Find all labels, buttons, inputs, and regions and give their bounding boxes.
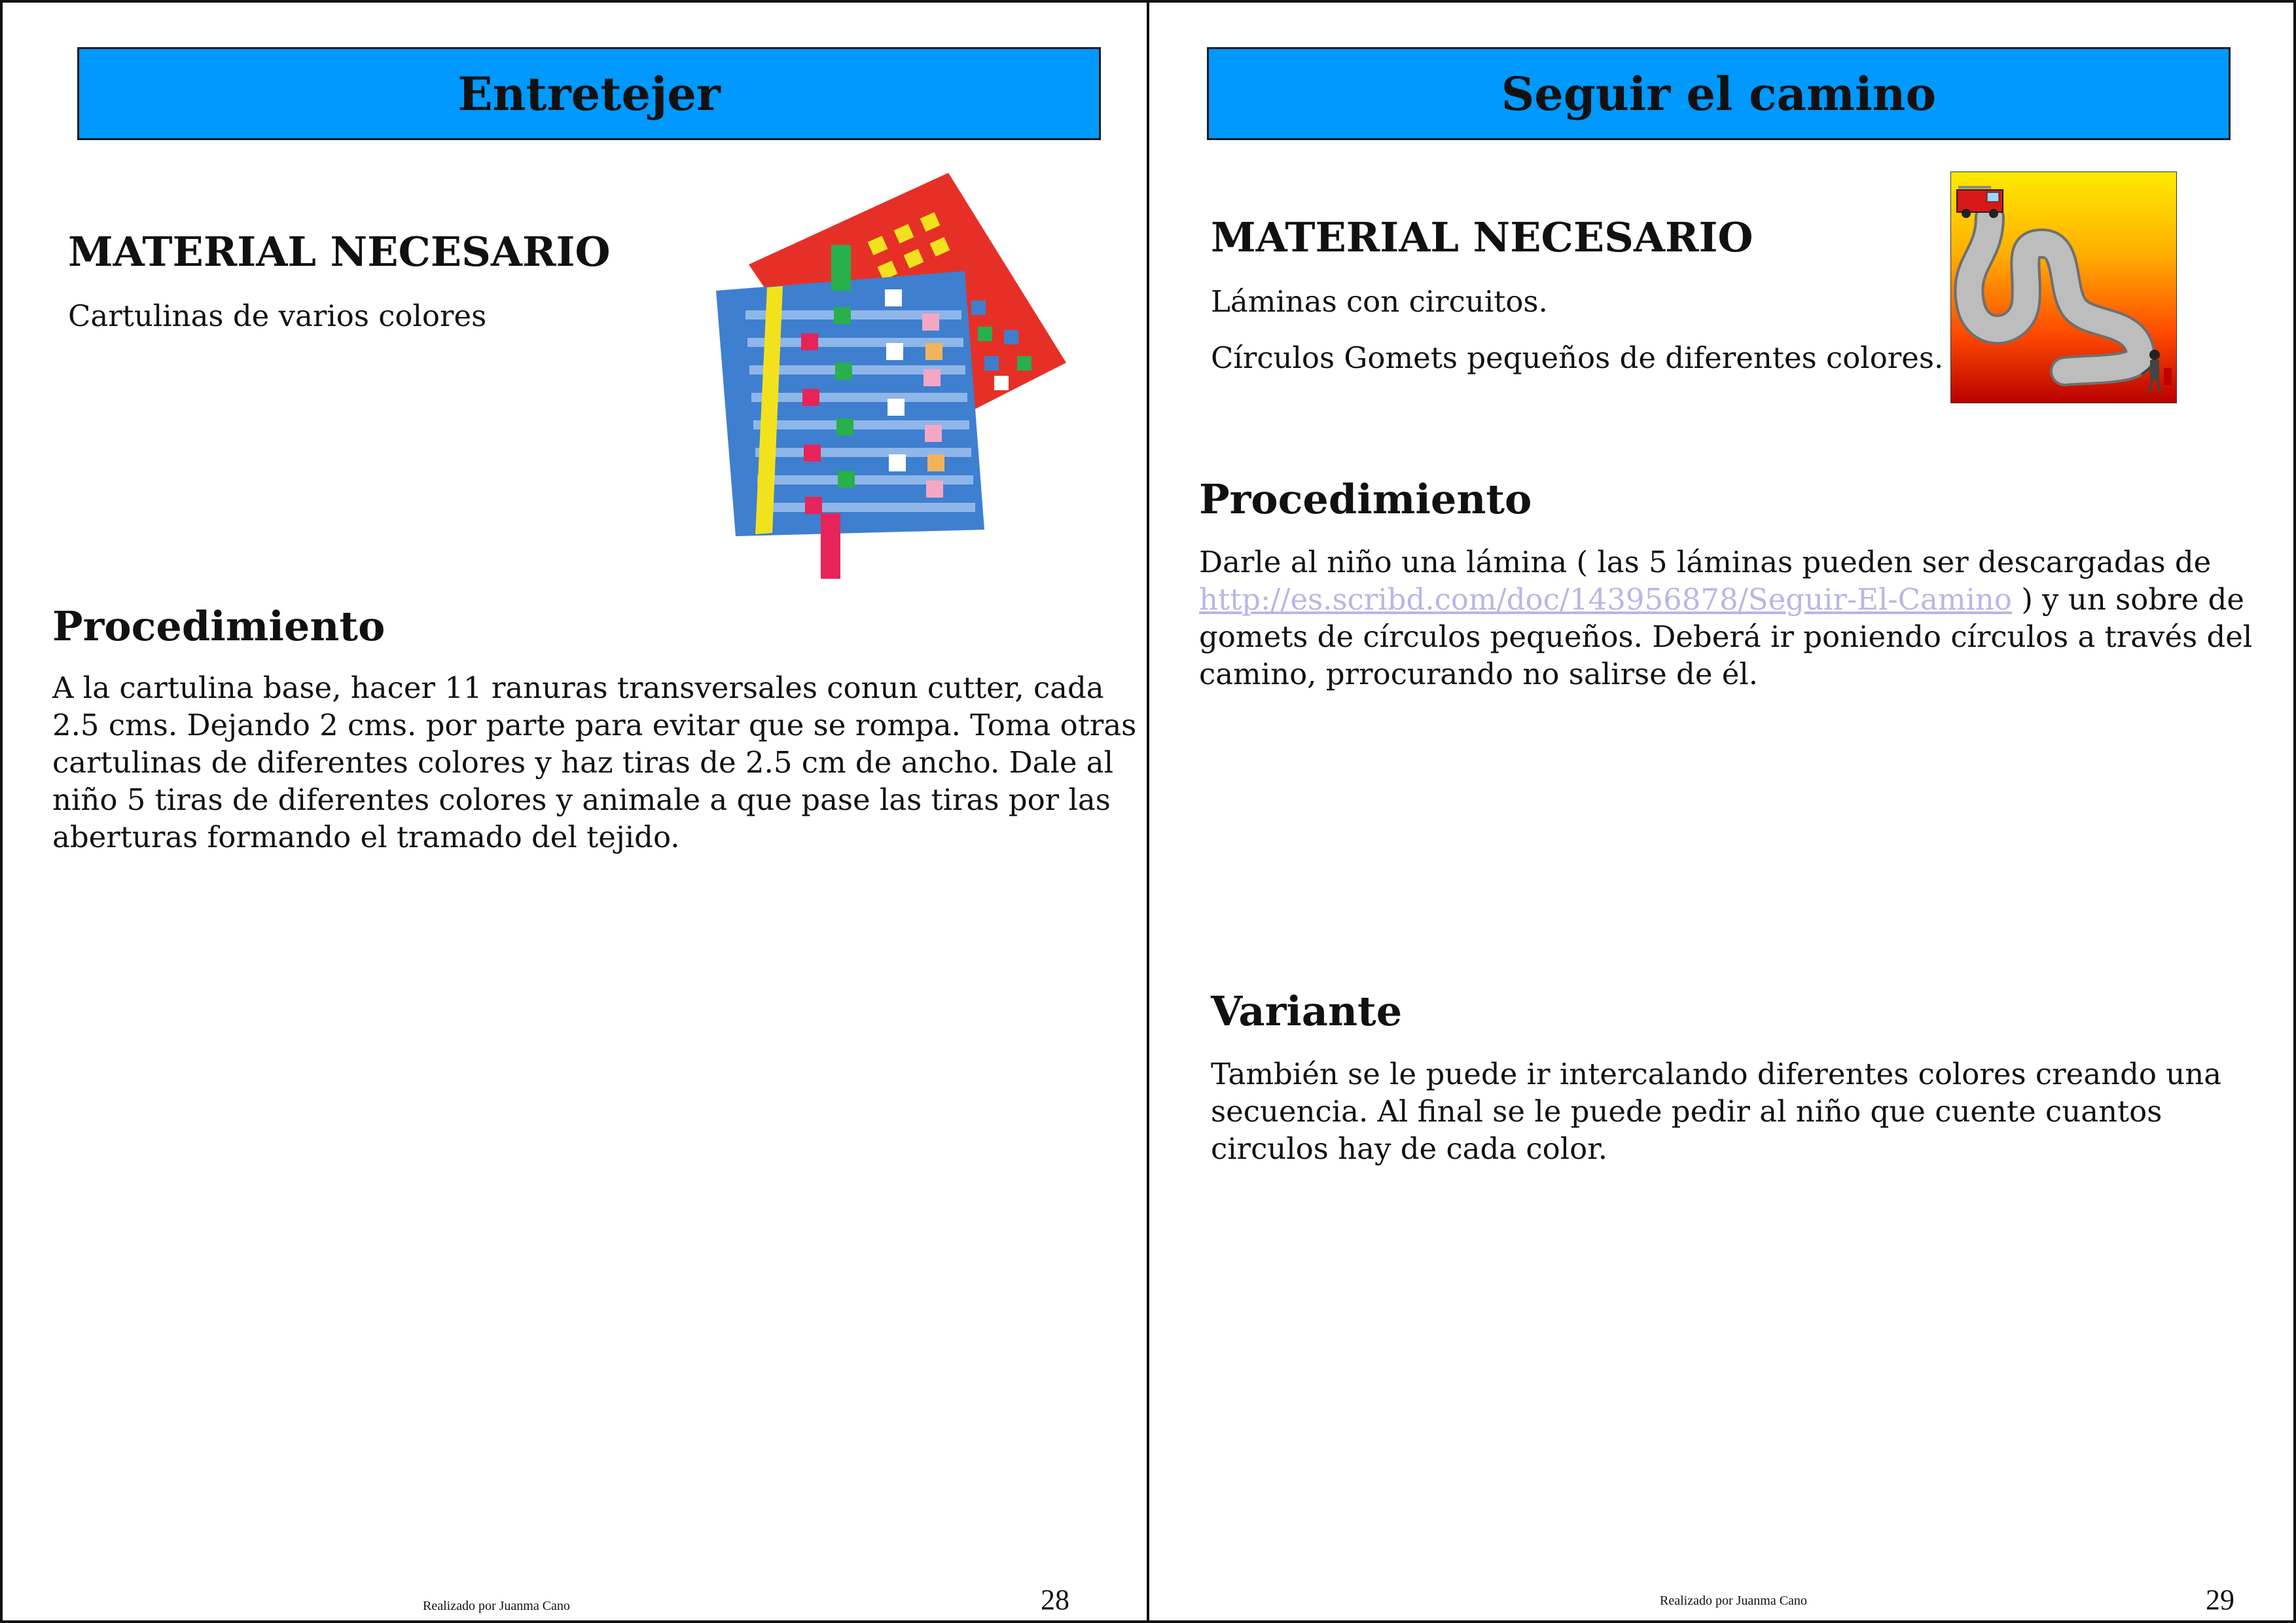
page-title: Seguir el camino — [1501, 66, 1937, 121]
footer-credit: Realizado por Juanma Cano — [423, 1599, 570, 1613]
weaving-paper-illustration — [709, 166, 1076, 579]
right-page — [1147, 0, 2296, 1623]
material-line: Círculos Gomets pequeños de diferentes colores. — [1211, 340, 1944, 375]
procedure-text-part: Darle al niño una lámina ( las 5 láminas pueden ser descargadas de — [1199, 545, 2212, 579]
procedure-heading: Procedimiento — [52, 602, 386, 650]
procedure-heading: Procedimiento — [1199, 475, 1532, 523]
material-heading: MATERIAL NECESARIO — [68, 228, 611, 276]
page-title: Entretejer — [457, 66, 721, 121]
fire-truck-winding-road-illustration — [1950, 172, 2177, 403]
material-text — [1211, 283, 1996, 376]
page-title-bar — [1207, 47, 2231, 140]
variant-text: También se le puede ir intercalando diferentes colores creando una secuencia. Al final se le puede pedir al niño que cuente cuantos circulos hay de cada color. — [1211, 1057, 2222, 1166]
scribd-link[interactable]: http://es.scribd.com/doc/143956878/Seguir-El-Camino — [1199, 582, 2013, 617]
page-title-bar — [77, 47, 1101, 140]
material-text: Cartulinas de varios colores — [68, 299, 487, 333]
footer-credit: Realizado por Juanma Cano — [1660, 1594, 1807, 1608]
page-number: 28 — [1041, 1584, 1069, 1616]
material-line: Láminas con circuitos. — [1211, 284, 1548, 319]
variant-heading: Variante — [1211, 987, 1403, 1035]
procedure-text — [1199, 543, 2286, 693]
procedure-text-part: ) y un sobre de gomets de círculos pequeños. Deberá ir poniendo círculos a través del camino, prrocurando no salirse de él. — [1199, 582, 2253, 691]
material-heading: MATERIAL NECESARIO — [1211, 213, 1753, 261]
page-number: 29 — [2206, 1584, 2234, 1616]
procedure-text: A la cartulina base, hacer 11 ranuras transversales conun cutter, cada 2.5 cms. Dejando 2 cms. por parte para evitar que se rompa. Toma otras cartulinas de diferentes colores y haz tiras de 2.5 cm de ancho. Dale al niño 5 tiras de diferentes colores y animale a que pase las tiras por las aberturas formando el tramado del tejido. — [52, 670, 1137, 854]
